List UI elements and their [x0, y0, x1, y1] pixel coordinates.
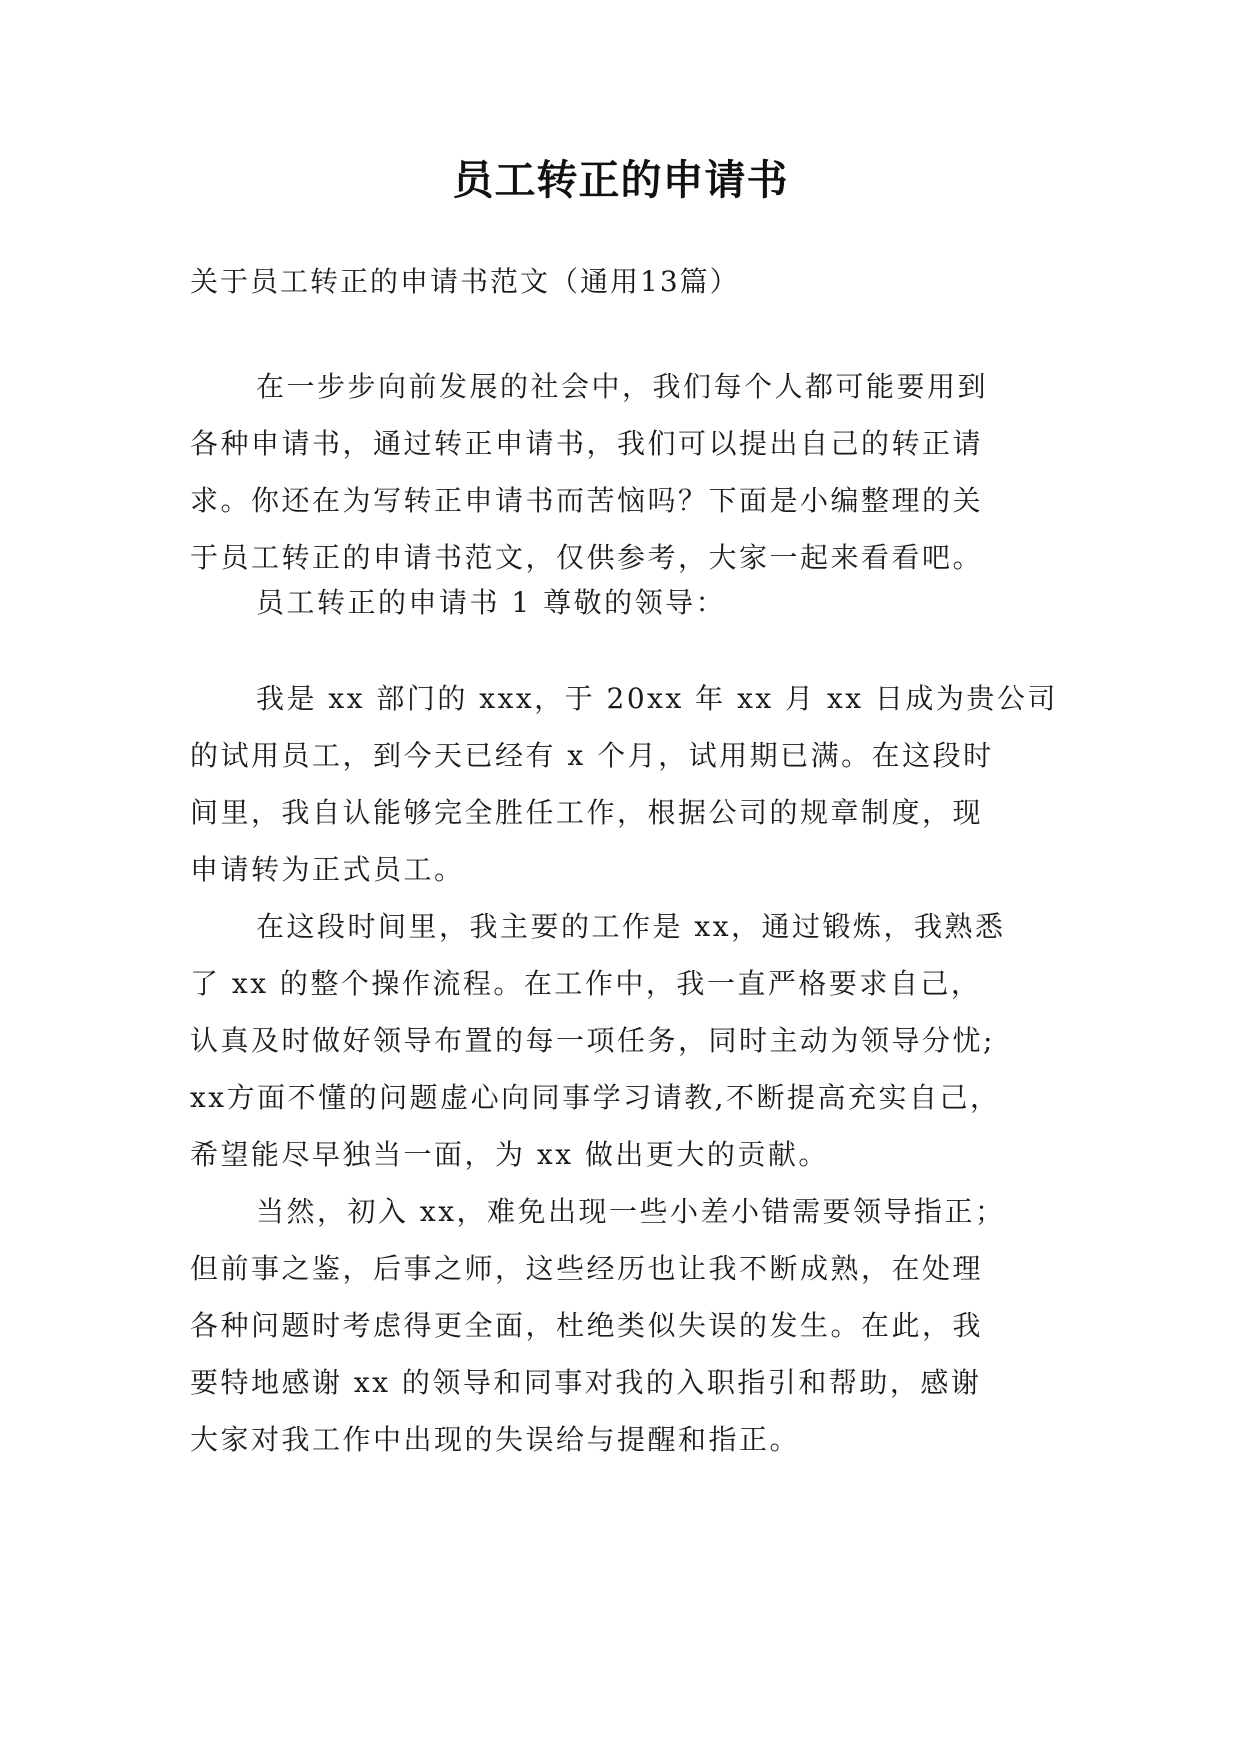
paragraph-line: 各种申请书，通过转正申请书，我们可以提出自己的转正请	[190, 427, 984, 460]
paragraph-line: 员工转正的申请书 1 尊敬的领导：	[256, 586, 727, 619]
paragraph-line: xx方面不懂的问题虚心向同事学习请教,不断提高充实自己，	[190, 1081, 1001, 1114]
paragraph-line: 但前事之鉴，后事之师，这些经历也让我不断成熟，在处理	[190, 1252, 984, 1285]
body-paragraph-2	[190, 898, 1060, 1183]
document-title: 员工转正的申请书	[452, 156, 789, 204]
paragraph-line: 希望能尽早独当一面，为 xx 做出更大的贡献。	[190, 1138, 829, 1171]
paragraph-line: 当然，初入 xx，难免出现一些小差小错需要领导指正；	[256, 1195, 1006, 1228]
paragraph-line: 的试用员工，到今天已经有 x 个月，试用期已满。在这段时	[190, 739, 994, 772]
body-paragraph-3	[190, 1183, 1060, 1468]
paragraph-line: 于员工转正的申请书范文，仅供参考，大家一起来看看吧。	[190, 541, 984, 574]
body-paragraph-1	[190, 670, 1060, 898]
paragraph-line: 求。你还在为写转正申请书而苦恼吗？下面是小编整理的关	[190, 484, 984, 517]
paragraph-line: 我是 xx 部门的 xxx，于 20xx 年 xx 月 xx 日成为贵公司	[256, 682, 1058, 715]
paragraph-line: 了 xx 的整个操作流程。在工作中，我一直严格要求自己，	[190, 967, 982, 1000]
paragraph-line: 在这段时间里，我主要的工作是 xx，通过锻炼，我熟悉	[256, 910, 1006, 943]
salutation-paragraph	[190, 574, 1060, 631]
paragraph-line: 大家对我工作中出现的失误给与提醒和指正。	[190, 1423, 801, 1456]
intro-paragraph	[190, 358, 1060, 586]
paragraph-line: 间里，我自认能够完全胜任工作，根据公司的规章制度，现	[190, 796, 984, 829]
paragraph-line: 认真及时做好领导布置的每一项任务，同时主动为领导分忧;	[190, 1024, 995, 1057]
document-subtitle: 关于员工转正的申请书范文（通用13篇）	[190, 265, 740, 298]
paragraph-line: 申请转为正式员工。	[190, 853, 465, 886]
paragraph-line: 各种问题时考虑得更全面，杜绝类似失误的发生。在此，我	[190, 1309, 984, 1342]
paragraph-line: 在一步步向前发展的社会中，我们每个人都可能要用到	[256, 370, 989, 403]
paragraph-line: 要特地感谢 xx 的领导和同事对我的入职指引和帮助，感谢	[190, 1366, 982, 1399]
